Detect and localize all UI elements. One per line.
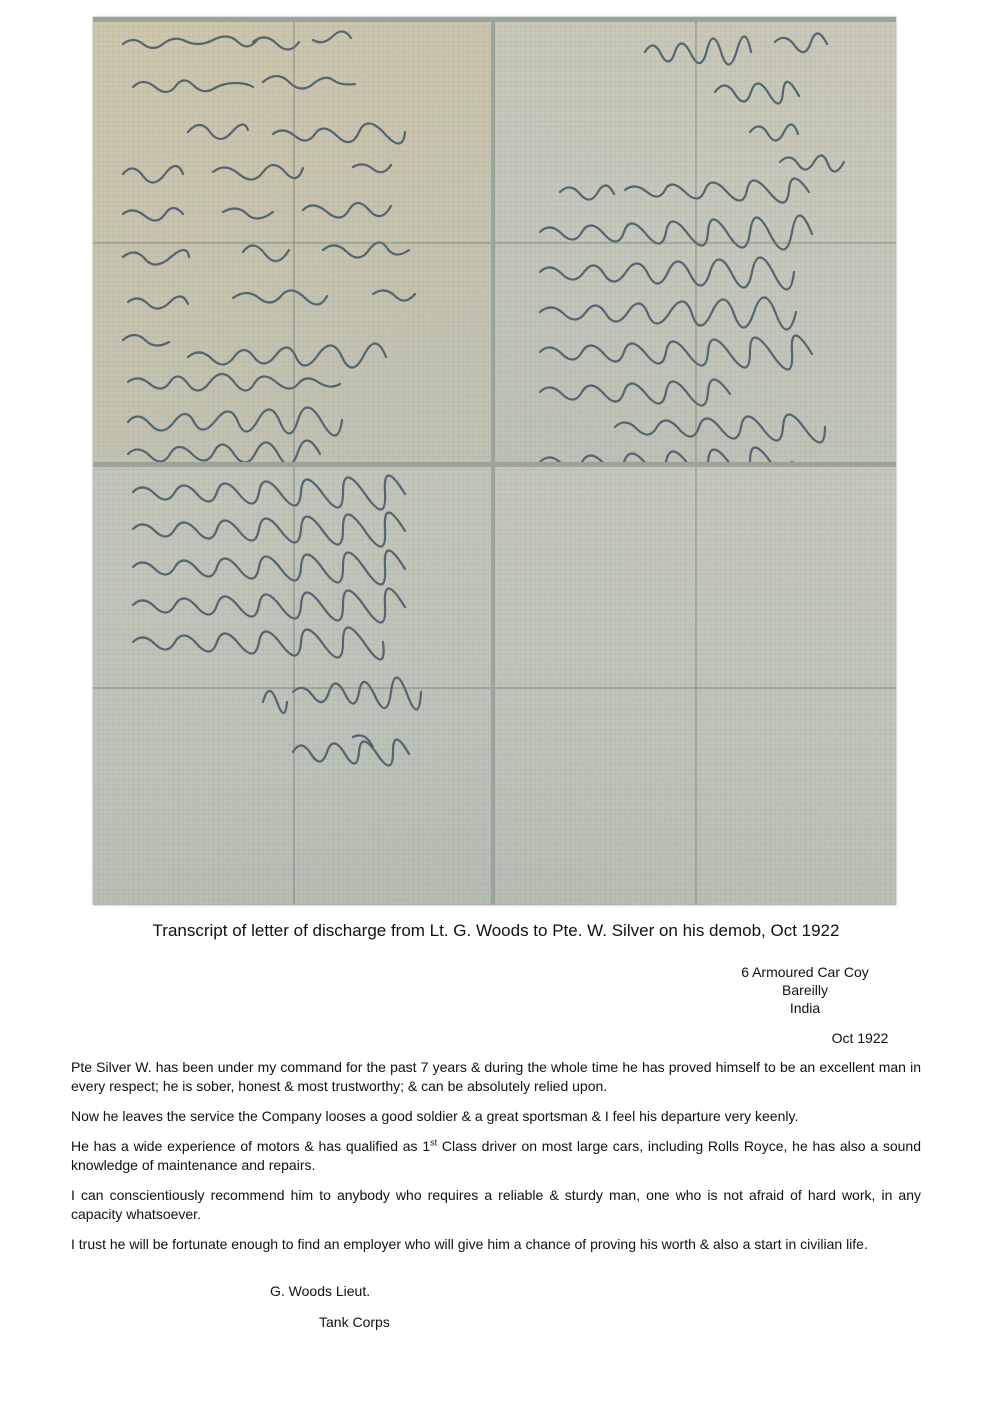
- scanned-letter-image: [93, 17, 896, 905]
- letter-panel-bottom-left: [93, 467, 491, 905]
- paragraph: Now he leaves the service the Company looses a good soldier & a great sportsman & I feel his departure very keenly.: [71, 1108, 799, 1124]
- figure-caption: Transcript of letter of discharge from Lt. G. Woods to Pte. W. Silver on his demob, Oct 1922: [152, 921, 840, 940]
- letter-date: Oct 1922: [831, 1030, 889, 1046]
- signature-name: G. Woods Lieut.: [270, 1283, 371, 1299]
- paragraph: [71, 1137, 921, 1175]
- address-line: Bareilly: [782, 982, 828, 998]
- letter-panel-bottom-right: [495, 467, 896, 905]
- letter-body: [71, 1058, 921, 1265]
- superscript: st: [430, 1137, 438, 1148]
- paragraph-text: He has a wide experience of motors & has qualified as 1: [71, 1138, 431, 1154]
- address-line: 6 Armoured Car Coy: [741, 964, 869, 980]
- paragraph: Pte Silver W. has been under my command for the past 7 years & during the whole time he has proved himself to be an excellent man in every respect; he is sober, honest & most trustworthy; & can be absolutely relied upon.: [71, 1059, 921, 1094]
- paragraph-text: Class driver on most large cars, including Rolls Royce, he has also a sound knowledge of maintenance and repairs.: [71, 1138, 922, 1173]
- letter-panel-top-left: [93, 22, 491, 462]
- paragraph: I can conscientiously recommend him to anybody who requires a reliable & sturdy man, one who is not afraid of hard work, in any capacity whatsoever.: [71, 1187, 921, 1222]
- handwriting-bottom-left: [93, 467, 491, 905]
- address-line: India: [789, 1000, 821, 1016]
- paragraph: I trust he will be fortunate enough to find an employer who will give him a chance of proving his worth & also a start in civilian life.: [71, 1236, 868, 1252]
- signature-unit: Tank Corps: [319, 1314, 390, 1330]
- sender-address: [700, 963, 910, 1017]
